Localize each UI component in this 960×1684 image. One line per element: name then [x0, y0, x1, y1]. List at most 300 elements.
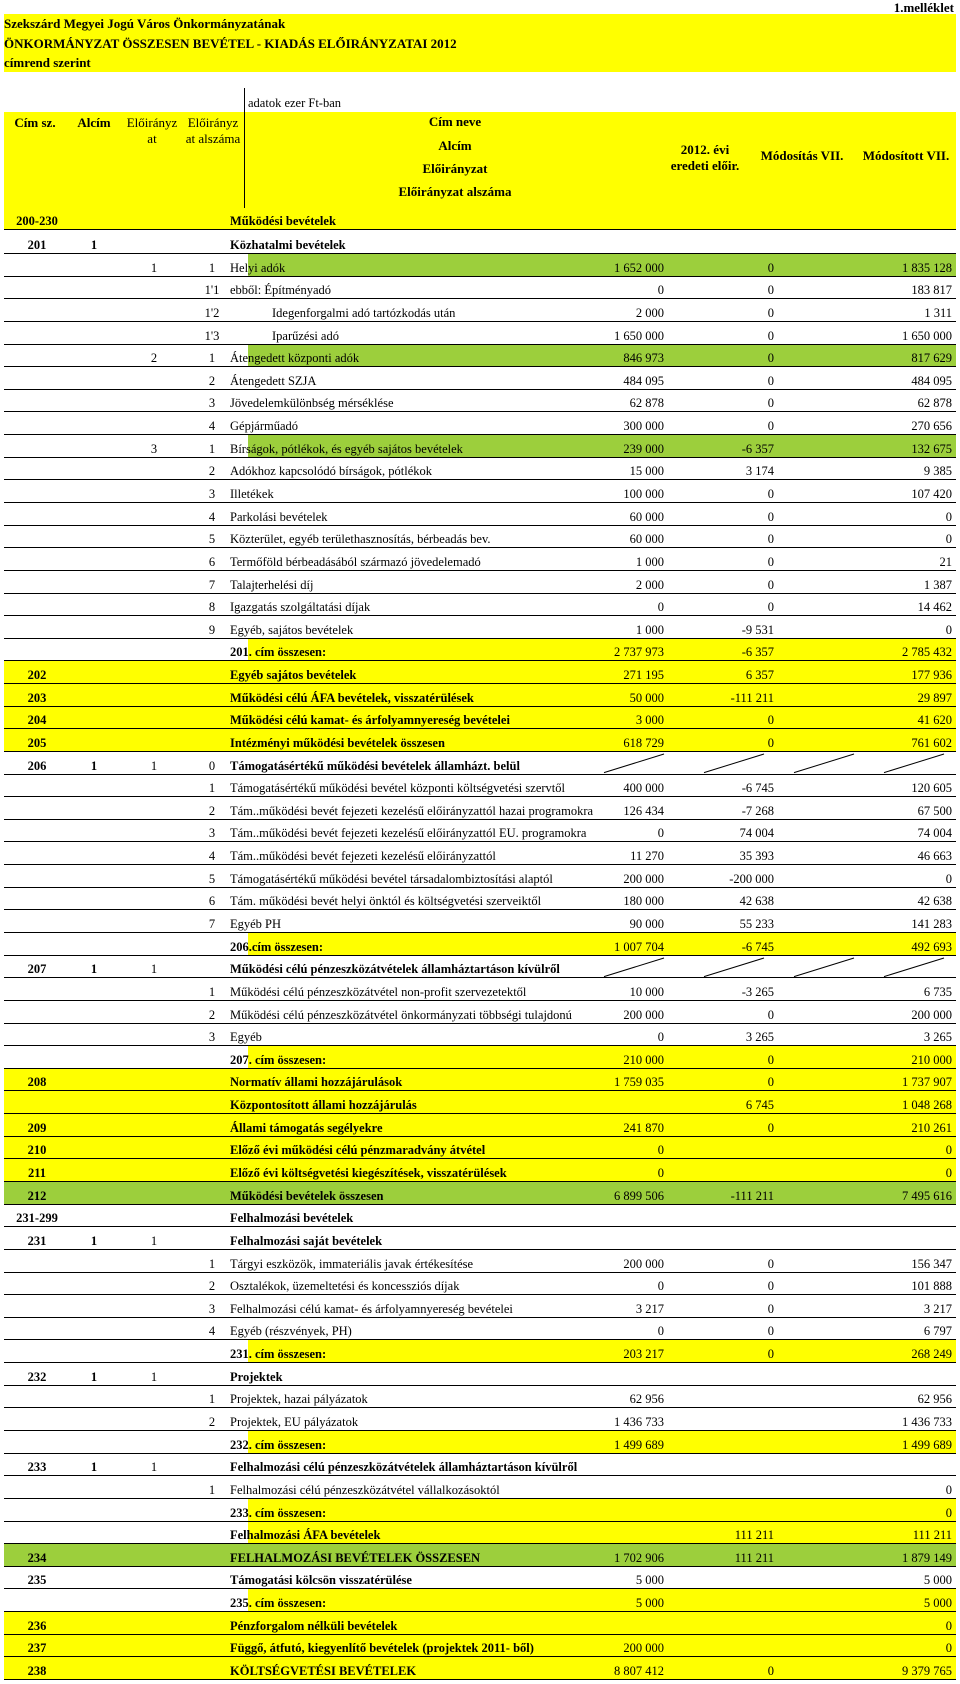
alcim-cell: 1: [90, 238, 98, 252]
table-row: [4, 390, 956, 413]
original-value: 2 000: [635, 305, 664, 320]
row-name: Működési célú kamat- és árfolyamnyereség bevételei: [230, 713, 510, 728]
row-name: Parkolási bevételek: [230, 509, 328, 524]
row-name: Projektek, EU pályázatok: [230, 1415, 359, 1429]
eloiranyzat-alszama-cell: 3: [208, 396, 216, 411]
row-name: Átengedett SZJA: [230, 373, 317, 388]
modified-value: 0: [945, 509, 952, 524]
eloiranyzat-alszama-cell: 3: [208, 486, 216, 501]
eloiranyzat-alszama-cell: 1: [208, 441, 216, 456]
cim-sz-cell: 204: [27, 713, 47, 728]
modified-value: 62 878: [917, 396, 952, 411]
original-value: 1 436 733: [614, 1415, 664, 1429]
col-alcim-2: Alcím: [438, 138, 472, 153]
row-name: FELHALMOZÁSI BEVÉTELEK ÖSSZESEN: [230, 1550, 481, 1565]
modification-value: -6 357: [741, 645, 774, 660]
table-row: [4, 1340, 956, 1363]
modification-value: 6 745: [745, 1098, 774, 1113]
row-name: Egyéb sajátos bevételek: [230, 668, 357, 683]
eloiranyzat-cell: 1: [150, 1460, 158, 1475]
modified-value: 1 499 689: [902, 1437, 952, 1452]
modified-value: 183 817: [911, 283, 952, 298]
modification-value: 3 174: [745, 464, 774, 479]
original-value: 3 000: [635, 713, 664, 728]
original-value: 62 878: [629, 396, 664, 411]
modification-value: 0: [767, 1120, 774, 1135]
original-value: 1 650 000: [614, 328, 664, 343]
table-row: [4, 707, 956, 730]
table-row: [4, 616, 956, 639]
original-value: 180 000: [623, 894, 664, 909]
table-row: [4, 661, 956, 684]
eloiranyzat-alszama-cell: 4: [208, 1324, 216, 1339]
row-name: Egyéb PH: [230, 917, 282, 932]
original-value: 210 000: [623, 1052, 664, 1067]
modified-value: 9 379 765: [902, 1663, 952, 1678]
eloiranyzat-alszama-cell: 1: [208, 984, 216, 999]
row-name: Tám..működési bevét fejezeti kezelésű előirányzattól EU. programokra: [230, 826, 587, 841]
row-name: Tám..működési bevét fejezeti kezelésű előirányzattól: [230, 849, 496, 864]
original-value: 6 899 506: [614, 1188, 664, 1203]
modified-value: 0: [945, 532, 952, 547]
modified-value: 42 638: [917, 894, 952, 909]
modified-value: 761 602: [911, 735, 952, 750]
cim-sz-cell: 234: [27, 1550, 47, 1565]
row-name: Iparűzési adó: [272, 328, 339, 343]
table-row: [4, 820, 956, 843]
row-name: Osztalékok, üzemeltetési és koncessziós díjak: [230, 1279, 460, 1294]
row-name: Egyéb (részvények, PH): [230, 1324, 352, 1339]
original-value: 5 000: [635, 1596, 664, 1611]
table-row: [4, 1318, 956, 1341]
cim-sz-cell: 233: [27, 1460, 47, 1475]
eloiranyzat-cell: 3: [150, 441, 158, 456]
modified-value: 0: [945, 1143, 952, 1158]
modification-value: 0: [767, 1075, 774, 1090]
table-row: [4, 254, 956, 277]
modification-value: 0: [767, 577, 774, 592]
eloiranyzat-alszama-cell: 7: [208, 917, 216, 932]
table-row: [4, 458, 956, 481]
original-value: 0: [657, 1279, 664, 1294]
modified-value: 177 936: [911, 668, 952, 683]
row-name: Állami támogatás segélyekre: [230, 1120, 383, 1135]
cim-sz-cell: 201: [27, 238, 47, 252]
table-row: [4, 1024, 956, 1047]
title-line-2: ÖNKORMÁNYZAT ÖSSZESEN BEVÉTEL - KIADÁS ELŐIRÁNYZATAI 2012: [4, 36, 457, 51]
original-value: 60 000: [629, 509, 664, 524]
table-row: [4, 956, 956, 979]
row-name: 231. cím összesen:: [230, 1347, 327, 1362]
modified-value: 6 735: [923, 984, 952, 999]
original-value: 241 870: [623, 1120, 664, 1135]
modification-value: 0: [767, 328, 774, 343]
original-value: 2 737 973: [614, 645, 664, 660]
original-value: 239 000: [623, 441, 664, 456]
original-value: 126 434: [623, 803, 664, 818]
title-line-1: Szekszárd Megyei Jogú Város Önkormányzatának: [4, 16, 286, 31]
table-row: [4, 503, 956, 526]
eloiranyzat-alszama-cell: 3: [208, 826, 216, 841]
table-row: [4, 1273, 956, 1296]
cim-sz-cell: 211: [27, 1166, 47, 1181]
modified-value: 7 495 616: [902, 1188, 952, 1203]
annex-label: 1.melléklet: [893, 0, 954, 15]
col-alcim: Alcím: [77, 115, 111, 130]
row-name: Projektek, hazai pályázatok: [230, 1392, 368, 1407]
eloiranyzat-alszama-cell: 1'2: [204, 305, 220, 320]
original-value: 8 807 412: [614, 1663, 664, 1678]
modified-value: 111 211: [912, 1528, 952, 1543]
original-value: 200 000: [623, 1256, 664, 1271]
modification-value: -6 357: [741, 441, 774, 456]
table-row: [4, 1250, 956, 1273]
modification-value: 0: [767, 1663, 774, 1678]
eloiranyzat-alszama-cell: 2: [208, 464, 216, 479]
diagonal-marks: [594, 956, 956, 979]
eloiranyzat-alszama-cell: 5: [208, 871, 216, 886]
modification-value: 0: [767, 735, 774, 750]
table-row: [4, 299, 956, 322]
original-value: 60 000: [629, 532, 664, 547]
alcim-cell: 1: [90, 758, 98, 773]
original-value: 1 759 035: [614, 1075, 664, 1090]
table-row: [4, 480, 956, 503]
alcim-cell: 1: [90, 962, 98, 977]
original-value: 271 195: [623, 668, 664, 683]
row-name: Támogatásértékű működési bevételek államházt. belül: [230, 758, 520, 773]
row-name: Felhalmozási ÁFA bevételek: [230, 1528, 381, 1543]
modified-value: 0: [945, 622, 952, 637]
original-value: 200 000: [623, 1641, 664, 1656]
row-name: Felhalmozási célú kamat- és árfolyamnyereség bevételei: [230, 1301, 513, 1316]
modified-value: 62 956: [917, 1392, 952, 1407]
eloiranyzat-alszama-cell: 1'3: [204, 328, 220, 343]
modified-value: 9 385: [923, 464, 952, 479]
row-name: ebből: Építményadó: [230, 283, 332, 298]
table-row: [4, 1567, 956, 1590]
cim-sz-cell: 210: [27, 1143, 47, 1158]
row-name: Projektek: [230, 1369, 283, 1384]
modified-value: 132 675: [911, 441, 952, 456]
col-orig: 2012. évi eredeti előir.: [670, 142, 740, 173]
modified-value: 41 620: [917, 713, 952, 728]
eloiranyzat-alszama-cell: 0: [208, 758, 216, 773]
modification-value: 0: [767, 1324, 774, 1339]
modification-value: -6 745: [741, 939, 774, 954]
row-name: Előző évi működési célú pénzmaradvány átvétel: [230, 1143, 486, 1158]
modified-value: 484 095: [911, 373, 952, 388]
table-row: [4, 277, 956, 300]
original-value: 50 000: [629, 690, 664, 705]
modification-value: 0: [767, 509, 774, 524]
alcim-cell: 1: [90, 1460, 98, 1475]
row-name: 206.cím összesen:: [230, 939, 324, 954]
eloiranyzat-alszama-cell: 1: [208, 260, 216, 275]
modification-value: 0: [767, 1301, 774, 1316]
table-row: [4, 322, 956, 345]
original-value: 100 000: [623, 486, 664, 501]
modified-value: 0: [945, 1166, 952, 1181]
modified-value: 210 261: [911, 1120, 952, 1135]
col-cim-sz: Cím sz.: [14, 115, 56, 130]
modification-value: -3 265: [741, 984, 774, 999]
row-name: Intézményi működési bevételek összesen: [230, 735, 445, 750]
cim-sz-cell: 206: [27, 758, 47, 773]
table-row: [4, 978, 956, 1001]
cim-sz-cell: 237: [27, 1641, 47, 1656]
table-row: [4, 1363, 956, 1386]
eloiranyzat-cell: 1: [150, 1369, 158, 1384]
col-eloiranyzat-alszama: Előirányz at alszáma: [185, 115, 241, 146]
row-name: KÖLTSÉGVETÉSI BEVÉTELEK: [230, 1663, 417, 1678]
row-name: Igazgatás szolgáltatási díjak: [230, 600, 371, 615]
eloiranyzat-cell: 1: [150, 1233, 158, 1248]
modified-value: 14 462: [917, 600, 952, 615]
eloiranyzat-alszama-cell: 3: [208, 1030, 216, 1045]
row-name: Működési célú pénzeszközátvétel non-profit szervezetektől: [230, 984, 527, 999]
cim-sz-cell: 238: [27, 1663, 47, 1678]
modified-value: 74 004: [917, 826, 952, 841]
row-name: Pénzforgalom nélküli bevételek: [230, 1618, 398, 1633]
row-name: Felhalmozási saját bevételek: [230, 1233, 383, 1248]
cim-sz-cell: 232: [27, 1369, 47, 1384]
table-row: [4, 684, 956, 707]
table-row: [4, 752, 956, 775]
cim-sz-cell: 203: [27, 690, 47, 705]
modified-value: 1 048 268: [902, 1098, 952, 1113]
table-row: [4, 1522, 956, 1545]
original-value: 62 956: [629, 1392, 664, 1407]
cim-sz-cell: 212: [27, 1188, 47, 1203]
eloiranyzat-alszama-cell: 2: [208, 1279, 216, 1294]
modification-value: 0: [767, 1256, 774, 1271]
table-row: [4, 639, 956, 662]
table-row: [4, 888, 956, 911]
modification-value: 0: [767, 351, 774, 366]
table-row: [4, 1612, 956, 1635]
row-name: Működési célú pénzeszközátvételek államháztartáson kívülről: [230, 962, 560, 977]
modification-value: 3 265: [745, 1030, 774, 1045]
modified-value: 5 000: [923, 1596, 952, 1611]
row-name: Támogatásértékű működési bevétel központi költségvetési szervtől: [230, 781, 565, 796]
row-name: Központosított állami hozzájárulás: [230, 1098, 417, 1113]
row-name: Talajterhelési díj: [230, 577, 314, 592]
table-row: [4, 1386, 956, 1409]
table-row: [4, 729, 956, 752]
table-row: [4, 865, 956, 888]
modified-value: 1 737 907: [902, 1075, 952, 1090]
modified-value: 268 249: [911, 1347, 952, 1362]
original-value: 0: [657, 1030, 664, 1045]
eloiranyzat-alszama-cell: 2: [208, 803, 216, 818]
original-value: 200 000: [623, 1007, 664, 1022]
modified-value: 817 629: [911, 351, 952, 366]
modified-value: 29 897: [917, 690, 952, 705]
eloiranyzat-cell: 1: [150, 758, 158, 773]
cim-sz-cell: 202: [27, 668, 47, 683]
original-value: 1 007 704: [614, 939, 664, 954]
row-name: Adókhoz kapcsolódó bírságok, pótlékok: [230, 464, 433, 479]
modified-value: 1 436 733: [902, 1415, 952, 1429]
eloiranyzat-alszama-cell: 8: [208, 600, 216, 615]
row-name: Jövedelemkülönbség mérséklése: [230, 396, 394, 411]
table-row: [4, 1295, 956, 1318]
table-row: [4, 1137, 956, 1160]
modified-value: 3 217: [923, 1301, 952, 1316]
row-name: Közterület, egyéb területhasznosítás, bérbeadás bev.: [230, 532, 491, 547]
table-row: [4, 1227, 956, 1250]
eloiranyzat-alszama-cell: 1: [208, 1392, 216, 1407]
row-name: Tám. működési bevét helyi önktól és költségvetési szerveiktől: [230, 894, 542, 909]
table-row: [4, 1182, 956, 1205]
table-row: [4, 1046, 956, 1069]
original-value: 200 000: [623, 871, 664, 886]
row-name: 235. cím összesen:: [230, 1596, 327, 1611]
row-name: Előző évi költségvetési kiegészítések, visszatérülések: [230, 1166, 507, 1181]
modified-value: 492 693: [911, 939, 952, 954]
eloiranyzat-alszama-cell: 3: [208, 1301, 216, 1316]
alcim-cell: 1: [90, 1233, 98, 1248]
cim-sz-cell: 200-230: [16, 214, 58, 228]
table-row: [4, 1159, 956, 1182]
eloiranyzat-alszama-cell: 4: [208, 509, 216, 524]
row-name: Felhalmozási célú pénzeszközátvétel vállalkozásoktól: [230, 1482, 500, 1497]
row-name: Egyéb, sajátos bevételek: [230, 622, 354, 637]
col-modified: Módosított VII.: [862, 148, 950, 163]
modification-value: 0: [767, 1279, 774, 1294]
table-row: [4, 1657, 956, 1680]
col-cim-neve: Cím neve: [428, 114, 482, 129]
modification-value: 0: [767, 486, 774, 501]
table-row: [4, 1001, 956, 1024]
eloiranyzat-cell: 1: [150, 962, 158, 977]
eloiranyzat-alszama-cell: 4: [208, 849, 216, 864]
cim-sz-cell: 235: [27, 1573, 47, 1588]
original-value: 0: [657, 1143, 664, 1158]
cim-sz-cell: 205: [27, 735, 47, 750]
row-name: Tám..működési bevét fejezeti kezelésű előirányzattól hazai programokra: [230, 803, 594, 818]
row-name: Felhalmozási célú pénzeszközátvételek államháztartáson kívülről: [230, 1460, 578, 1475]
row-name: Idegenforgalmi adó tartózkodás után: [272, 305, 456, 320]
modified-value: 0: [945, 1618, 952, 1633]
modification-value: 0: [767, 532, 774, 547]
original-value: 203 217: [623, 1347, 664, 1362]
modified-value: 0: [945, 1641, 952, 1656]
table-row: [4, 910, 956, 933]
modified-value: 101 888: [911, 1279, 952, 1294]
eloiranyzat-alszama-cell: 1'1: [204, 283, 220, 298]
col-eloiranyzat-alszama-2: Előirányzat alszáma: [398, 184, 512, 199]
modified-value: 46 663: [917, 849, 952, 864]
modification-value: 111 211: [734, 1528, 774, 1543]
cim-sz-cell: 236: [27, 1618, 47, 1633]
modification-value: 0: [767, 713, 774, 728]
table-row: [4, 1544, 956, 1567]
row-name: Gépjárműadó: [230, 419, 299, 434]
modification-value: -9 531: [741, 622, 774, 637]
modification-value: 0: [767, 305, 774, 320]
modification-value: 0: [767, 419, 774, 434]
eloiranyzat-alszama-cell: 5: [208, 532, 216, 547]
table-row: [4, 412, 956, 435]
modified-value: 1 387: [923, 577, 952, 592]
modification-value: -111 211: [730, 1188, 774, 1203]
eloiranyzat-alszama-cell: 1: [208, 1482, 216, 1497]
modification-value: 0: [767, 554, 774, 569]
modified-value: 156 347: [911, 1256, 952, 1271]
modified-value: 0: [945, 871, 952, 886]
row-name: Normatív állami hozzájárulások: [230, 1075, 403, 1090]
table-row: [4, 1069, 956, 1092]
table-row: [4, 208, 956, 230]
row-name: Támogatásértékű működési bevétel társadalombiztosítási alaptól: [230, 871, 553, 886]
modification-value: 0: [767, 396, 774, 411]
row-name: 201. cím összesen:: [230, 645, 327, 660]
original-value: 2 000: [635, 577, 664, 592]
row-name: Működési célú pénzeszközátvétel önkormányzati többségi tulajdonú: [230, 1007, 572, 1022]
eloiranyzat-alszama-cell: 6: [208, 894, 216, 909]
col-mod: Módosítás VII.: [760, 148, 844, 163]
eloiranyzat-alszama-cell: 2: [208, 1415, 216, 1429]
original-value: 10 000: [629, 984, 664, 999]
original-value: 0: [657, 283, 664, 298]
original-value: 0: [657, 826, 664, 841]
table-row: [4, 548, 956, 571]
original-value: 1 000: [635, 554, 664, 569]
table-row: [4, 797, 956, 820]
eloiranyzat-alszama-cell: 1: [208, 351, 216, 366]
modified-value: 3 265: [923, 1030, 952, 1045]
row-name: Működési bevételek összesen: [230, 1188, 384, 1203]
modified-value: 2 785 432: [902, 645, 952, 660]
eloiranyzat-alszama-cell: 4: [208, 419, 216, 434]
table-row: [4, 345, 956, 368]
modification-value: 42 638: [739, 894, 774, 909]
col-eloiranyzat: Előirányz at: [126, 115, 178, 146]
original-value: 90 000: [629, 917, 664, 932]
table-row: [4, 526, 956, 549]
eloiranyzat-alszama-cell: 6: [208, 554, 216, 569]
table-row: [4, 594, 956, 617]
modified-value: 1 879 149: [902, 1550, 952, 1565]
original-value: 11 270: [630, 849, 664, 864]
original-value: 618 729: [623, 735, 664, 750]
table-row: [4, 1499, 956, 1522]
row-name: Támogatási kölcsön visszatérülése: [230, 1573, 412, 1588]
modification-value: 0: [767, 373, 774, 388]
row-name: Átengedett központi adók: [230, 351, 360, 366]
modified-value: 5 000: [923, 1573, 952, 1588]
modified-value: 1 650 000: [902, 328, 952, 343]
diagonal-marks: [594, 752, 956, 775]
modified-value: 200 000: [911, 1007, 952, 1022]
row-name: 233. cím összesen:: [230, 1505, 327, 1520]
eloiranyzat-alszama-cell: 7: [208, 577, 216, 592]
original-value: 300 000: [623, 419, 664, 434]
original-value: 0: [657, 1324, 664, 1339]
modification-value: 0: [767, 1052, 774, 1067]
original-value: 1 000: [635, 622, 664, 637]
original-value: 1 702 906: [614, 1550, 664, 1565]
row-name: Működési célú ÁFA bevételek, visszatérülések: [230, 690, 474, 705]
row-name: Helyi adók: [230, 260, 286, 275]
table-row: [4, 435, 956, 458]
row-name: Tárgyi eszközök, immateriális javak értékesítése: [230, 1256, 474, 1271]
row-name: Illetékek: [230, 486, 274, 501]
eloiranyzat-alszama-cell: 1: [208, 1256, 216, 1271]
modification-value: 0: [767, 600, 774, 615]
